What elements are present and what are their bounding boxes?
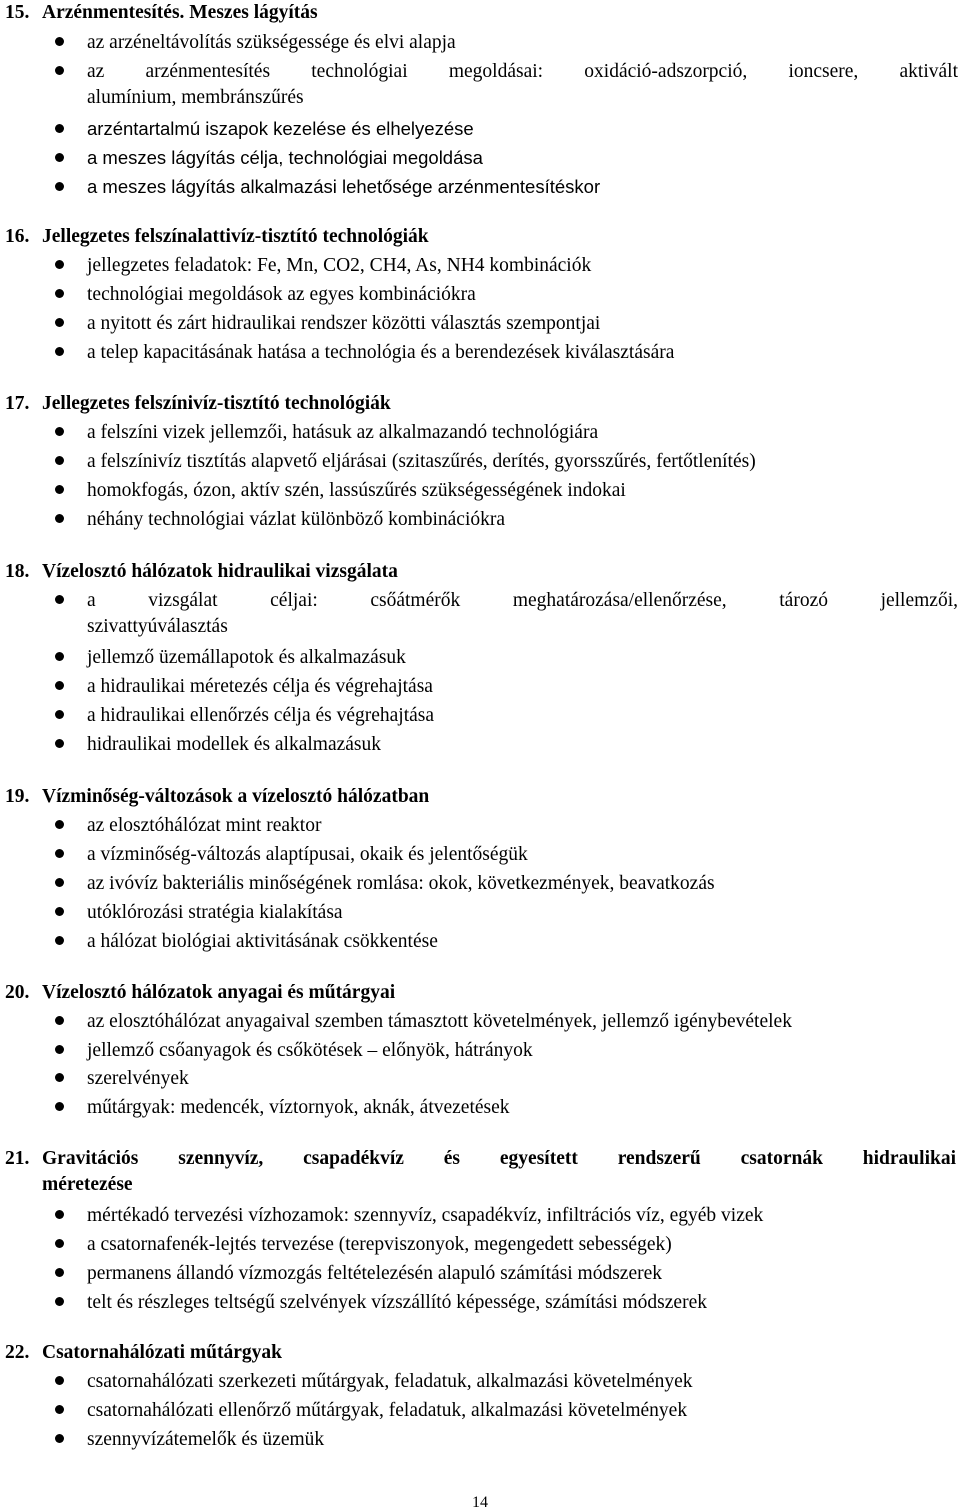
list-item: az ivóvíz bakteriális minőségének romlása: okok, következmények, beavatkozás: [55, 871, 958, 897]
bullet-icon: [55, 907, 64, 916]
bullet-icon: [55, 1434, 64, 1443]
list-item: a hidraulikai méretezés célja és végrehajtása: [55, 674, 958, 700]
bullet-icon: [55, 820, 64, 829]
list-item: mértékadó tervezési vízhozamok: szennyvíz, csapadékvíz, infiltrációs víz, egyéb vizek: [55, 1203, 958, 1229]
bullet-icon: [55, 1016, 64, 1025]
list-item: a nyitott és zárt hidraulikai rendszer közötti választás szempontjai: [55, 311, 958, 337]
list-item: a vizsgálat céljai: csőátmérők meghatározása/ellenőrzése, tározó jellemzői, szivattyúválasztás: [55, 588, 958, 640]
section-heading-20: [5, 980, 956, 1006]
section-heading-16: [5, 224, 956, 250]
list-item: utóklórozási stratégia kialakítása: [55, 900, 958, 926]
section-heading-21: [5, 1146, 956, 1198]
section-number: 15.: [5, 2, 30, 23]
list-item: hidraulikai modellek és alkalmazásuk: [55, 732, 958, 758]
bullet-icon: [55, 849, 64, 858]
page-number: 14: [472, 1494, 488, 1511]
section-number: 17.: [5, 393, 30, 414]
list-item: homokfogás, ózon, aktív szén, lassúszűrés szükségességének indokai: [55, 478, 958, 504]
bullet-icon: [55, 347, 64, 356]
list-item: az elosztóhálózat anyagaival szemben támasztott követelmények, jellemző igénybevételek: [55, 1009, 958, 1035]
bullet-icon: [55, 1405, 64, 1414]
bullet-icon: [55, 936, 64, 945]
section-number: 21.: [5, 1148, 30, 1169]
bullet-icon: [55, 37, 64, 46]
list-item: az arzéneltávolítás szükségessége és elvi alapja: [55, 30, 958, 56]
section-title: Vízelosztó hálózatok hidraulikai vizsgálata: [42, 561, 398, 582]
bullet-icon: [55, 260, 64, 269]
bullet-icon: [55, 485, 64, 494]
bullet-icon: [55, 1239, 64, 1248]
list-item: a felszínivíz tisztítás alapvető eljárásai (szitaszűrés, derítés, gyorsszűrés, fertőtlenítés): [55, 449, 958, 475]
section-number: 19.: [5, 786, 30, 807]
list-item: csatornahálózati ellenőrző műtárgyak, feladatuk, alkalmazási követelmények: [55, 1398, 958, 1424]
bullet-icon: [55, 1073, 64, 1082]
bullet-icon: [55, 153, 64, 162]
list-item: jellegzetes feladatok: Fe, Mn, CO2, CH4, As, NH4 kombinációk: [55, 253, 958, 279]
bullet-icon: [55, 878, 64, 887]
section-heading-19: [5, 784, 956, 810]
section-title: Csatornahálózati műtárgyak: [42, 1342, 282, 1363]
list-item: a telep kapacitásának hatása a technológia és a berendezések kiválasztására: [55, 340, 958, 366]
section-heading-15: [5, 0, 956, 26]
list-item: a hálózat biológiai aktivitásának csökkentése: [55, 929, 958, 955]
list-item: a hidraulikai ellenőrzés célja és végrehajtása: [55, 703, 958, 729]
section-title: Jellegzetes felszínivíz-tisztító technológiák: [42, 393, 391, 414]
bullet-icon: [55, 1268, 64, 1277]
bullet-icon: [55, 289, 64, 298]
section-number: 20.: [5, 982, 30, 1003]
section-number: 18.: [5, 561, 30, 582]
bullet-icon: [55, 595, 64, 604]
section-title: Vízminőség-változások a vízelosztó hálózatban: [42, 786, 430, 807]
section-title: Vízelosztó hálózatok anyagai és műtárgyai: [42, 982, 396, 1003]
section-number: 16.: [5, 226, 30, 247]
bullet-icon: [55, 318, 64, 327]
bullet-icon: [55, 1210, 64, 1219]
list-item: a meszes lágyítás célja, technológiai megoldása: [55, 145, 958, 171]
list-item: műtárgyak: medencék, víztornyok, aknák, átvezetések: [55, 1095, 958, 1121]
bullet-icon: [55, 427, 64, 436]
bullet-icon: [55, 66, 64, 75]
section-heading-22: [5, 1340, 956, 1366]
section-title: Jellegzetes felszínalattivíz-tisztító technológiák: [42, 226, 429, 247]
section-number: 22.: [5, 1342, 30, 1363]
bullet-icon: [55, 1045, 64, 1054]
bullet-icon: [55, 124, 64, 133]
bullet-icon: [55, 182, 64, 191]
section-title-continuation: méretezése: [42, 1174, 133, 1195]
bullet-icon: [55, 710, 64, 719]
list-item: a csatornafenék-lejtés tervezése (terepviszonyok, megengedett sebességek): [55, 1232, 958, 1258]
bullet-icon: [55, 681, 64, 690]
list-item: csatornahálózati szerkezeti műtárgyak, feladatuk, alkalmazási követelmények: [55, 1369, 958, 1395]
bullet-icon: [55, 1376, 64, 1385]
list-item: néhány technológiai vázlat különböző kombinációkra: [55, 507, 958, 533]
list-item: a meszes lágyítás alkalmazási lehetősége arzénmentesítéskor: [55, 174, 958, 200]
bullet-icon: [55, 456, 64, 465]
list-item: az elosztóhálózat mint reaktor: [55, 813, 958, 839]
section-title: Arzénmentesítés. Meszes lágyítás: [42, 2, 318, 23]
bullet-icon: [55, 739, 64, 748]
list-item: az arzénmentesítés technológiai megoldásai: oxidáció-adszorpció, ioncsere, aktivált alumínium, membránszűrés: [55, 59, 958, 111]
section-heading-17: [5, 391, 956, 417]
list-item: jellemző csőanyagok és csőkötések – előnyök, hátrányok: [55, 1038, 958, 1064]
list-item: szennyvízátemelők és üzemük: [55, 1427, 958, 1453]
list-item: jellemző üzemállapotok és alkalmazásuk: [55, 645, 958, 671]
list-item: a vízminőség-változás alaptípusai, okaik és jelentőségük: [55, 842, 958, 868]
list-item: a felszíni vizek jellemzői, hatásuk az alkalmazandó technológiára: [55, 420, 958, 446]
bullet-icon: [55, 514, 64, 523]
bullet-icon: [55, 652, 64, 661]
list-item: telt és részleges teltségű szelvények vízszállító képessége, számítási módszerek: [55, 1290, 958, 1316]
section-heading-18: [5, 559, 956, 585]
list-item: permanens állandó vízmozgás feltételezésén alapuló számítási módszerek: [55, 1261, 958, 1287]
list-item: technológiai megoldások az egyes kombinációkra: [55, 282, 958, 308]
list-item: szerelvények: [55, 1066, 958, 1092]
section-title: Gravitációs szennyvíz, csapadékvíz és egyesített rendszerű csatornák hidraulikai: [42, 1148, 956, 1169]
bullet-icon: [55, 1102, 64, 1111]
list-item: arzéntartalmú iszapok kezelése és elhelyezése: [55, 116, 958, 142]
bullet-icon: [55, 1297, 64, 1306]
